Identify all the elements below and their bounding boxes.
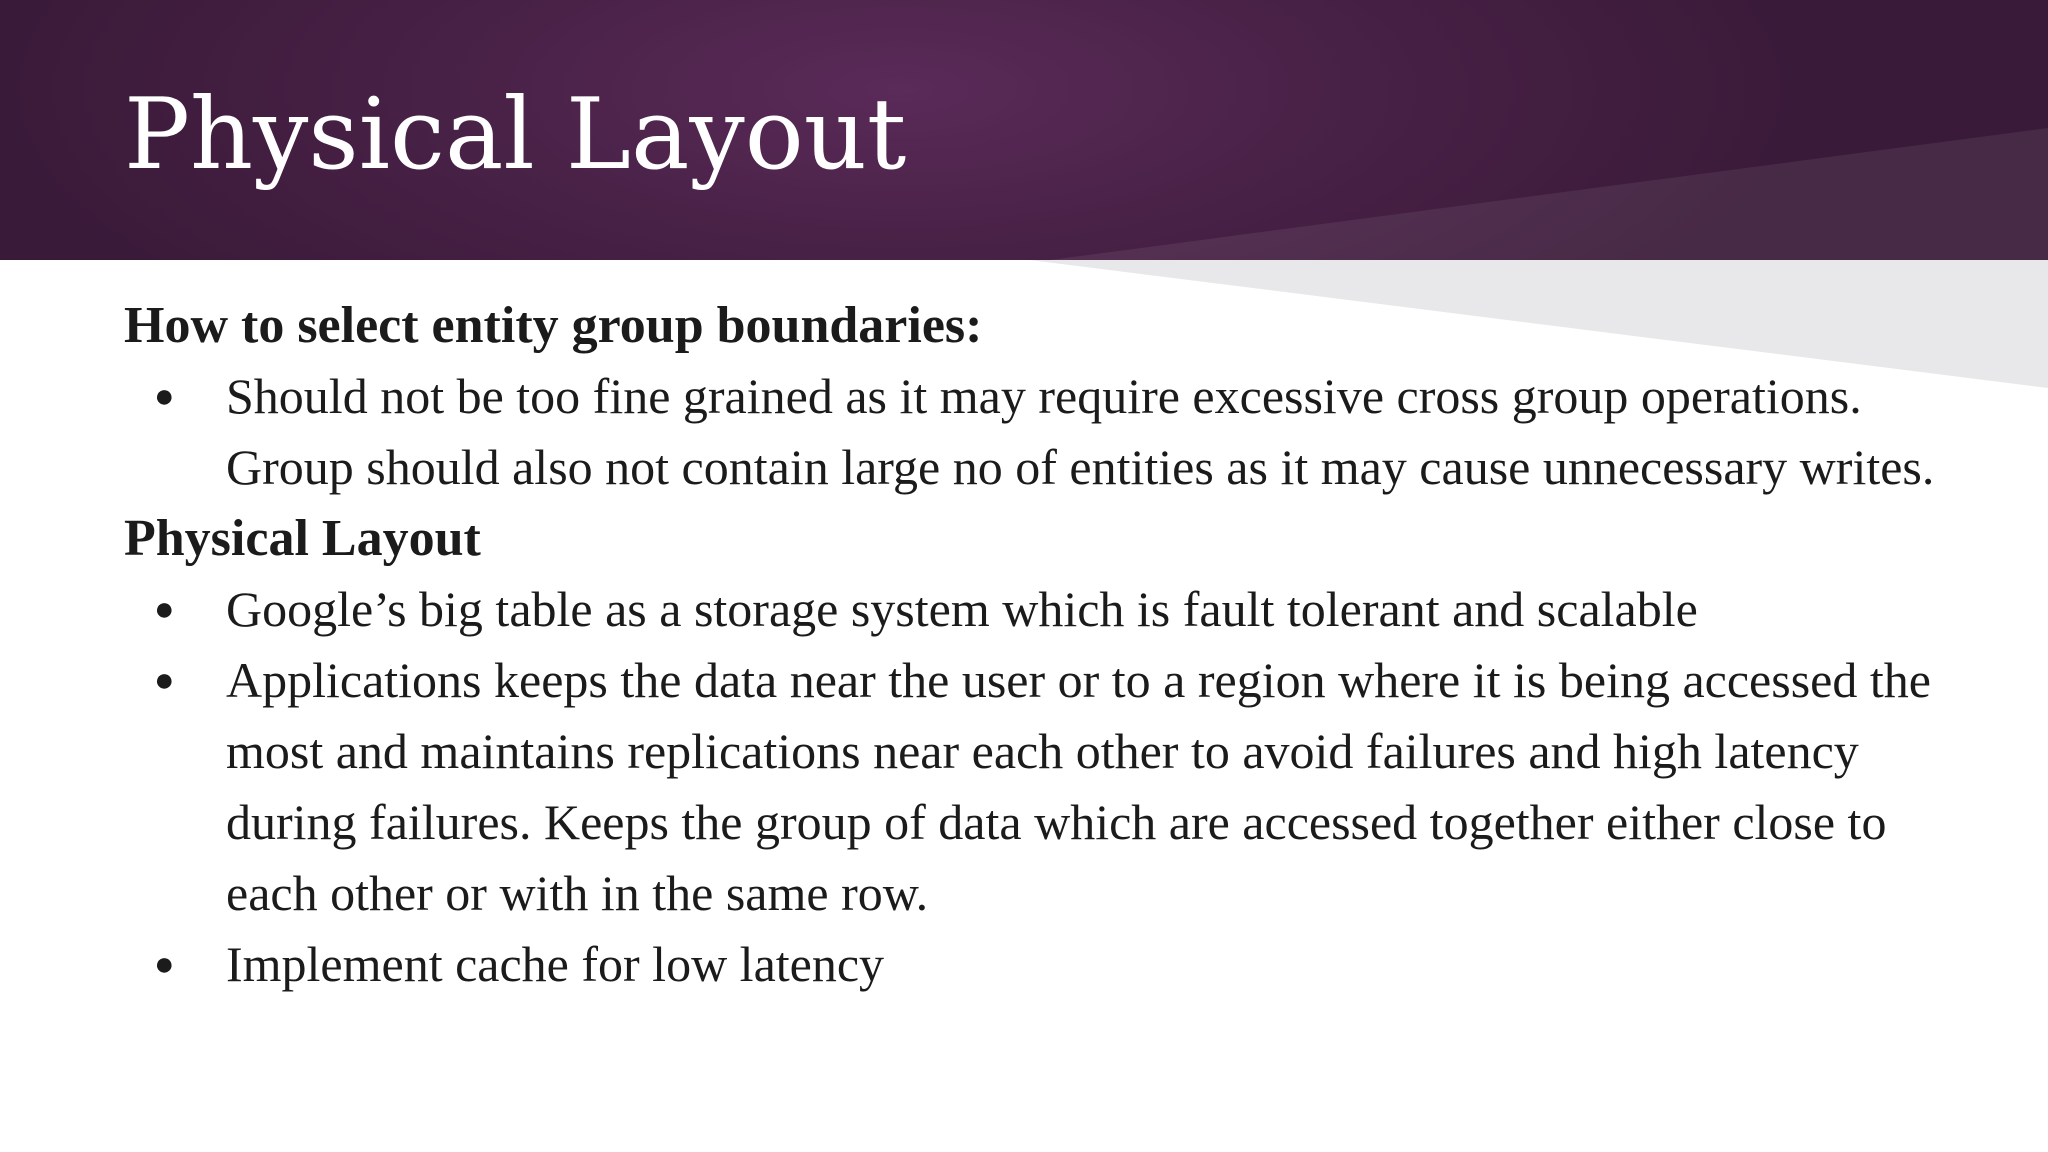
list-item <box>124 645 1984 929</box>
bullet-list-entity-group <box>124 361 1984 503</box>
bullet-icon: ● <box>154 946 175 983</box>
bullet-icon: ● <box>154 378 175 415</box>
slide-title: Physical Layout <box>124 78 907 192</box>
bullet-icon: ● <box>154 591 175 628</box>
bullet-text: Applications keeps the data near the user or to a region where it is being accessed the most and maintains replications near each other to avoid failures and high latency during failures. Keeps the group of data which are accessed together either close to each other or with in the same row. <box>226 652 1931 921</box>
slide-content <box>124 290 1984 1000</box>
section-heading-entity-group: How to select entity group boundaries: <box>124 297 983 354</box>
bullet-text: Google’s big table as a storage system which is fault tolerant and scalable <box>226 581 1698 637</box>
list-item <box>124 361 1984 503</box>
section-heading-physical-layout: Physical Layout <box>124 510 481 567</box>
list-item <box>124 929 1984 1000</box>
bullet-text: Implement cache for low latency <box>226 936 885 992</box>
bullet-text: Should not be too fine grained as it may require excessive cross group operations. Group should also not contain large no of entities as it may cause unnecessary writes. <box>226 368 1935 495</box>
list-item <box>124 574 1984 645</box>
bullet-icon: ● <box>154 662 175 699</box>
bullet-list-physical-layout <box>124 574 1984 1000</box>
